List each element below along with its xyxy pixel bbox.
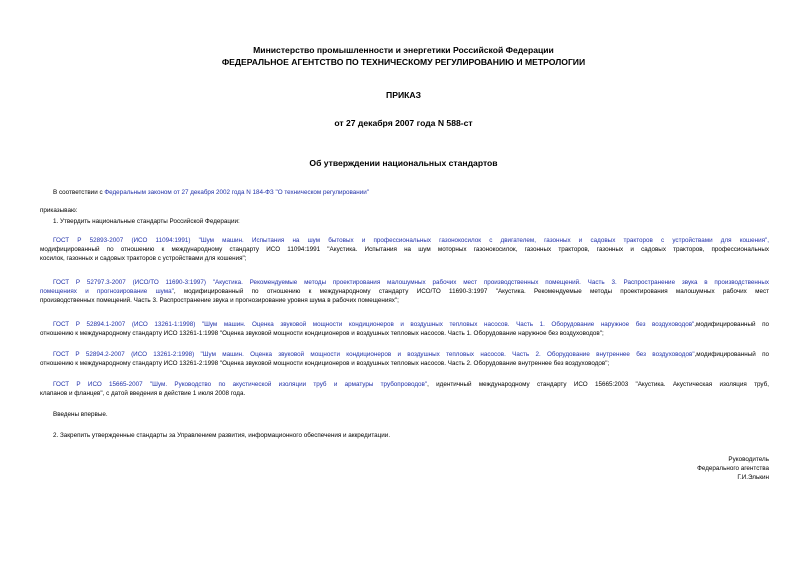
standard-1-line-2: модифицированный по отношению к международному стандарту ИСО 11094:1991 "Акустика. Испытания на шум моторных газонокосилок, газонных тракторов, газонных и садовых тракторов, профессиональных [40,246,769,253]
standard-1-line-3: косилок, газонных и садовых тракторов с устройствами для кошения"; [40,255,247,262]
standard-2-line-3: производственных помещений. Часть 3. Распространение звука и прогнозирование уровня шума в рабочих помещениях"; [40,297,399,304]
document-date-number: от 27 декабря 2007 года N 588-ст [334,118,473,128]
standard-1-line-1 [53,237,769,246]
item-2: 2. Закрепить утвержденные стандарты за Управлением развития, информационного обеспечения и аккредитации. [53,432,391,439]
standard-3-link[interactable]: ГОСТ Р 52894.1-2007 (ИСО 13261-1:1998) "Шум машин. Оценка звуковой мощности кондиционеров и воздушных тепловых насосов. Часть 1. Оборудование наружное без воздуховодов" [53,321,695,328]
document-subject: Об утверждении национальных стандартов [309,158,498,168]
standard-2-line-2 [40,288,769,297]
standard-3-line-1 [53,321,769,330]
signature-agency: Федерального агентства [697,465,769,472]
standard-2-link-cont[interactable]: помещениях и прогнозирование шума" [40,288,174,295]
standard-2-link[interactable]: ГОСТ Р 52797.3-2007 (ИСО/ТО 11690-3:1997) "Акустика. Рекомендуемые методы проектирования малошумных рабочих мест производственных помещений. Часть 3. Распространение звука в производственных [53,279,769,286]
document-type: ПРИКАЗ [386,90,421,100]
order-word: приказываю: [40,207,78,214]
standard-2-line-1 [53,279,769,288]
standard-1-link[interactable]: ГОСТ Р 52893-2007 (ИСО 11094:1991) "Шум машин. Испытания на шум бытовых и профессиональных газонокосилок с двигателем, газонных и садовых тракторов с устройствами для кошения", [53,237,769,244]
standard-5-line-2: клапанов и фланцев", с датой введения в действие 1 июля 2008 года. [40,390,246,397]
standard-4-link[interactable]: ГОСТ Р 52894.2-2007 (ИСО 13261-2:1998) "Шум машин. Оценка звуковой мощности кондиционеров и воздушных тепловых насосов. Часть 2. Оборудование внутреннее без воздуховодов" [53,351,695,358]
ministry-heading: Министерство промышленности и энергетики Российской Федерации [253,45,554,55]
standard-3-line-2: отношению к международному стандарту ИСО 13261-1:1998 "Оценка звуковой мощности кондиционеров и воздушных тепловых насосов. Часть 1. Оборудование наружное без воздуховодов"; [40,330,604,337]
standard-4-line-1-text: ,модифицированный по [694,351,769,358]
preamble-prefix: В соответствии с [53,189,105,196]
signature-name: Г.И.Элькин [737,474,769,481]
agency-heading: ФЕДЕРАЛЬНОЕ АГЕНТСТВО ПО ТЕХНИЧЕСКОМУ РЕГУЛИРОВАНИЮ И МЕТРОЛОГИИ [221,57,586,67]
standard-5-line-1 [53,381,769,390]
standard-5-line-1-text: , идентичный международному стандарту ИСО 15665:2003 "Акустика. Акустическая изоляция труб, [427,381,769,388]
standard-4-line-1 [53,351,769,360]
preamble [53,189,369,198]
standard-5-link[interactable]: ГОСТ Р ИСО 15665-2007 "Шум. Руководство по акустической изоляции труб и арматуры трубопроводов" [53,381,428,388]
standard-2-line-2-text: , модифицированный по отношению к международному стандарту ИСО/ТО 11690-3:1997 "Акустика. Рекомендуемые методы проектирования малошумных рабочих мест [173,288,769,295]
intro-note: Введены впервые. [53,411,108,418]
item-1: 1. Утвердить национальные стандарты Российской Федерации: [53,218,240,225]
signature-position: Руководитель [728,456,769,463]
federal-law-link[interactable]: Федеральным законом от 27 декабря 2002 года N 184-ФЗ "О техническом регулировании" [104,189,370,196]
standard-3-line-1-text: ,модифицированный по [694,321,769,328]
standard-4-line-2: отношению к международному стандарту ИСО 13261-2:1998 "Оценка звуковой мощности кондиционеров и воздушных тепловых насосов. Часть 2. Оборудование внутреннее без воздуховодов"; [40,360,610,367]
